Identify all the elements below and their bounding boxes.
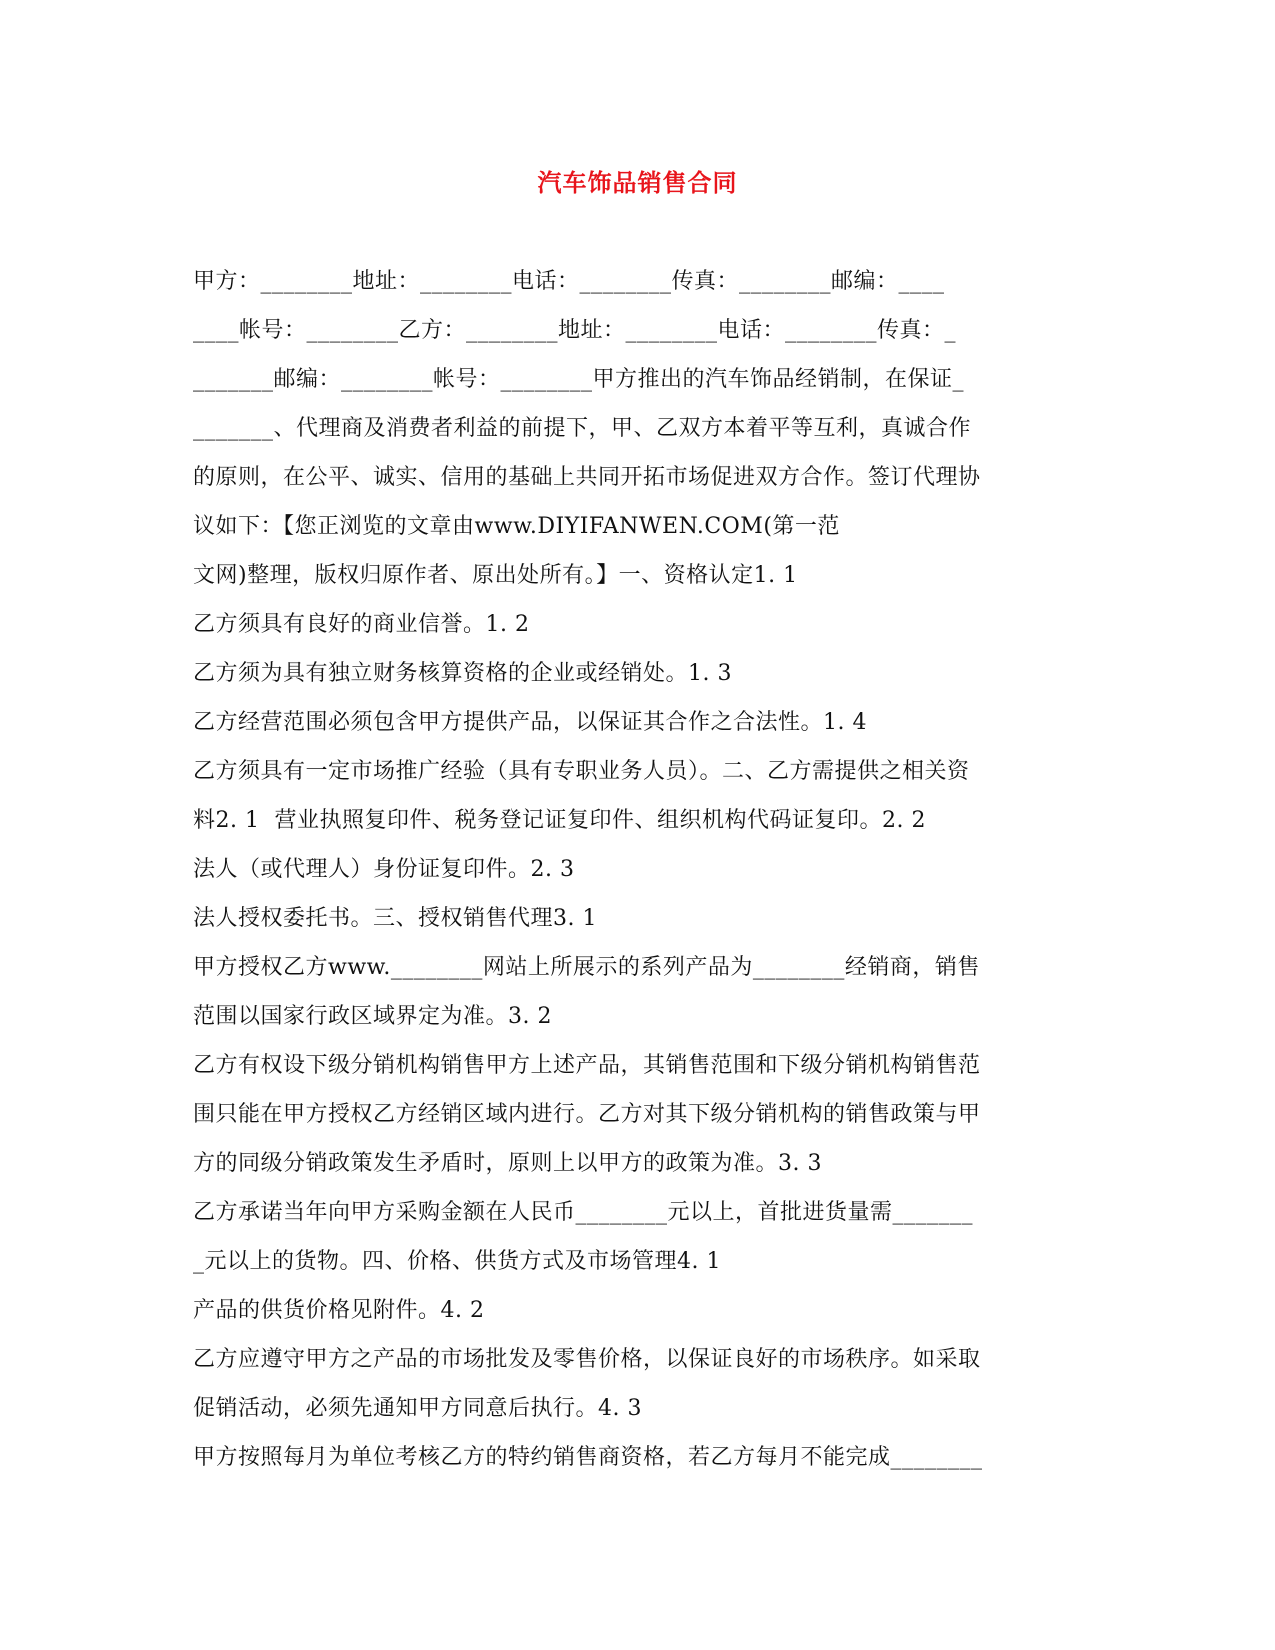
body-line: 产品的供货价格见附件。4. 2 [193,1298,485,1323]
body-line: 甲方：________地址：________电话：________传真：________邮编：____ [193,269,945,294]
body-line: 料2. 1 营业执照复印件、税务登记证复印件、组织机构代码证复印。2. 2 [193,808,926,833]
body-line: 乙方须为具有独立财务核算资格的企业或经销处。1. 3 [193,661,732,686]
body-line: 文网)整理，版权归原作者、原出处所有。】一、资格认定1. 1 [193,563,798,588]
body-line: 乙方承诺当年向甲方采购金额在人民币________元以上，首批进货量需_______ [193,1200,974,1225]
body-line: _元以上的货物。四、价格、供货方式及市场管理4. 1 [193,1249,721,1274]
document-body [193,257,1083,1482]
body-line: 方的同级分销政策发生矛盾时，原则上以甲方的政策为准。3. 3 [193,1151,822,1176]
body-line: 议如下：【您正浏览的文章由www.DIYIFANWEN.COM(第一范 [193,514,840,539]
body-line: 促销活动，必须先通知甲方同意后执行。4. 3 [193,1396,642,1421]
body-line: ____帐号：________乙方：________地址：________电话：________传真：_ [193,318,957,343]
body-line: 甲方授权乙方www.________网站上所展示的系列产品为________经销商，销售 [193,955,980,980]
body-line: 乙方须具有良好的商业信誉。1. 2 [193,612,530,637]
body-line: _______、代理商及消费者利益的前提下，甲、乙双方本着平等互利，真诚合作 [193,416,972,441]
body-line: 乙方经营范围必须包含甲方提供产品，以保证其合作之合法性。1. 4 [193,710,867,735]
body-line: 乙方应遵守甲方之产品的市场批发及零售价格，以保证良好的市场秩序。如采取 [193,1347,981,1372]
body-line: 范围以国家行政区域界定为准。3. 2 [193,1004,552,1029]
body-line: 乙方须具有一定市场推广经验（具有专职业务人员）。二、乙方需提供之相关资 [193,759,970,784]
body-line: 乙方有权设下级分销机构销售甲方上述产品，其销售范围和下级分销机构销售范 [193,1053,981,1078]
document-title: 汽车饰品销售合同 [537,169,738,197]
body-line: 法人（或代理人）身份证复印件。2. 3 [193,857,575,882]
body-line: 的原则，在公平、诚实、信用的基础上共同开拓市场促进双方合作。签订代理协 [193,465,981,490]
body-line: 甲方按照每月为单位考核乙方的特约销售商资格，若乙方每月不能完成________ [193,1445,983,1470]
body-line: 法人授权委托书。三、授权销售代理3. 1 [193,906,597,931]
body-line: _______邮编：________帐号：________甲方推出的汽车饰品经销制，在保证_ [193,367,965,392]
body-line: 围只能在甲方授权乙方经销区域内进行。乙方对其下级分销机构的销售政策与甲 [193,1102,981,1127]
